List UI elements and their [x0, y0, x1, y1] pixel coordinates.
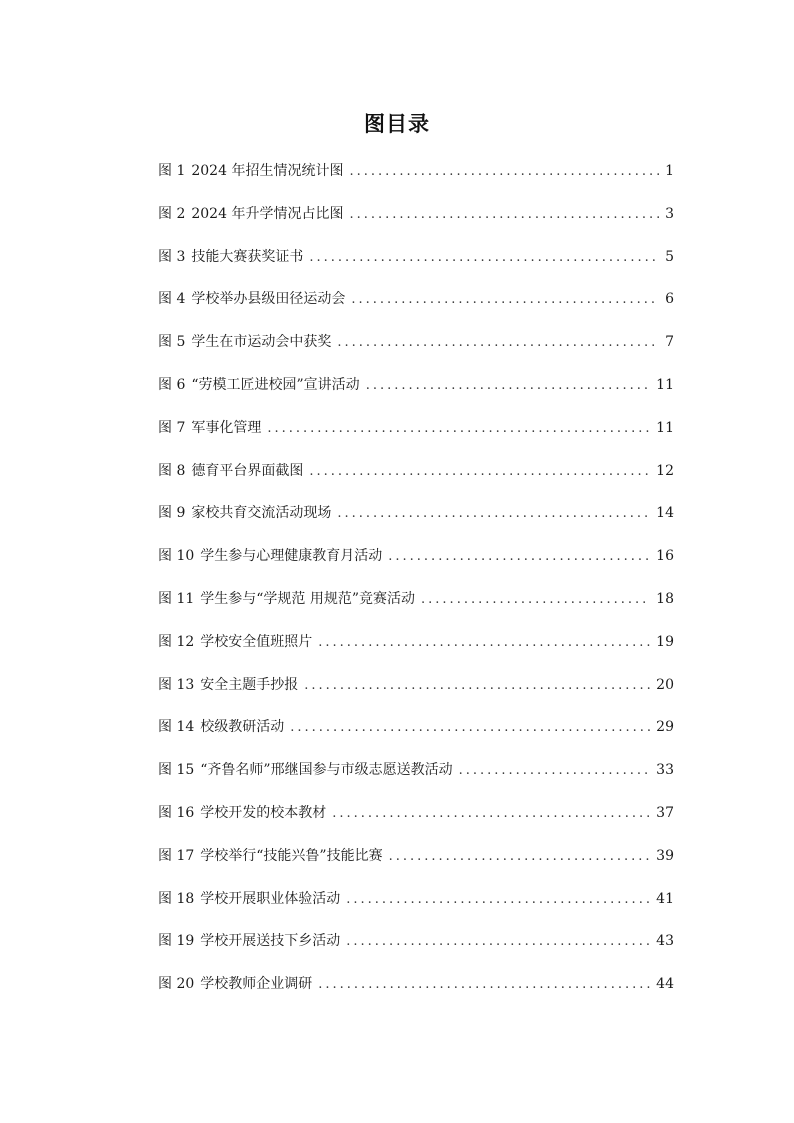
toc-entry[interactable] [158, 241, 674, 284]
figure-caption: 德育平台界面截图 [191, 462, 304, 479]
toc-entry[interactable] [158, 840, 674, 883]
dot-leader [304, 670, 650, 702]
page-number: 14 [656, 505, 674, 522]
figure-label: 图 17 [158, 847, 195, 864]
toc-entry[interactable] [158, 669, 674, 712]
figure-label: 图 9 [158, 505, 186, 522]
toc-entry[interactable] [158, 711, 674, 754]
page-number: 3 [665, 205, 674, 222]
figure-caption: 家校共育交流活动现场 [191, 505, 332, 522]
figure-caption: “齐鲁名师”邢继国参与市级志愿送教活动 [200, 762, 453, 779]
figure-caption: 2024 年招生情况统计图 [191, 163, 344, 179]
toc-entry[interactable] [158, 155, 674, 198]
figure-caption: 学校开展送技下乡活动 [200, 933, 341, 950]
dot-leader [421, 584, 650, 616]
figure-label: 图 8 [158, 462, 186, 479]
dot-leader [290, 712, 650, 744]
page-number: 12 [656, 462, 674, 479]
toc-entry[interactable] [158, 283, 674, 326]
figure-label: 图 2 [158, 205, 186, 222]
toc-entry[interactable] [158, 455, 674, 498]
dot-leader [346, 884, 650, 916]
page-number: 29 [656, 719, 674, 736]
dot-leader [459, 755, 651, 787]
toc-entry[interactable] [158, 883, 674, 926]
figure-label: 图 19 [158, 933, 195, 950]
figure-label: 图 6 [158, 376, 186, 393]
page-number: 39 [656, 847, 674, 864]
page-number: 41 [656, 890, 674, 907]
figure-caption: 学校开展职业体验活动 [200, 890, 341, 907]
figure-label: 图 7 [158, 419, 186, 436]
dot-leader [332, 798, 650, 830]
dot-leader [337, 498, 650, 530]
figure-label: 图 15 [158, 762, 195, 779]
figure-label: 图 11 [158, 590, 195, 607]
figure-toc-list [158, 155, 674, 1011]
figure-caption: 学校举办县级田径运动会 [191, 291, 346, 308]
page-title: 图目录 [364, 112, 430, 136]
page-number: 20 [656, 676, 674, 693]
toc-entry[interactable] [158, 754, 674, 797]
figure-caption: “劳模工匠进校园”宣讲活动 [191, 376, 360, 393]
dot-leader [349, 156, 659, 188]
toc-entry[interactable] [158, 198, 674, 241]
dot-leader [267, 413, 650, 445]
page-number: 18 [656, 590, 674, 607]
dot-leader [318, 627, 650, 659]
toc-entry[interactable] [158, 497, 674, 540]
figure-caption: 学校开发的校本教材 [200, 804, 327, 821]
figure-label: 图 10 [158, 548, 195, 565]
dot-leader [337, 327, 659, 359]
figure-caption: 学生在市运动会中获奖 [191, 334, 332, 351]
page-number: 11 [656, 419, 674, 436]
page-number: 7 [665, 334, 674, 351]
page-number: 19 [656, 633, 674, 650]
figure-label: 图 16 [158, 804, 195, 821]
figure-label: 图 12 [158, 633, 195, 650]
page-number: 1 [665, 163, 674, 179]
figure-label: 图 13 [158, 676, 195, 693]
figure-caption: 学校举行“技能兴鲁”技能比赛 [200, 847, 383, 864]
dot-leader [318, 969, 650, 1001]
figure-caption: 安全主题手抄报 [200, 676, 299, 693]
figure-label: 图 1 [158, 163, 186, 179]
toc-entry[interactable] [158, 326, 674, 369]
toc-entry[interactable] [158, 412, 674, 455]
figure-label: 图 5 [158, 334, 186, 351]
dot-leader [346, 926, 650, 958]
toc-entry[interactable] [158, 925, 674, 968]
figure-label: 图 20 [158, 976, 195, 993]
figure-caption: 学生参与“学规范 用规范”竞赛活动 [200, 590, 416, 607]
toc-entry[interactable] [158, 540, 674, 583]
figure-label: 图 14 [158, 719, 195, 736]
figure-caption: 军事化管理 [191, 419, 262, 436]
page-number: 11 [656, 376, 674, 393]
figure-caption: 学生参与心理健康教育月活动 [200, 548, 383, 565]
figure-caption: 学校安全值班照片 [200, 633, 313, 650]
page-number: 33 [656, 762, 674, 779]
figure-caption: 技能大赛获奖证书 [191, 248, 304, 265]
page-number: 16 [656, 548, 674, 565]
page-number: 43 [656, 933, 674, 950]
dot-leader [351, 284, 659, 316]
page-number: 6 [665, 291, 674, 308]
dot-leader [388, 541, 650, 573]
toc-entry[interactable] [158, 626, 674, 669]
page-number: 44 [656, 976, 674, 993]
figure-caption: 校级教研活动 [200, 719, 285, 736]
figure-caption: 2024 年升学情况占比图 [191, 205, 344, 222]
dot-leader [309, 242, 659, 274]
toc-entry[interactable] [158, 369, 674, 412]
page-number: 37 [656, 804, 674, 821]
figure-label: 图 4 [158, 291, 186, 308]
page-number: 5 [665, 248, 674, 265]
figure-label: 图 3 [158, 248, 186, 265]
dot-leader [366, 370, 650, 402]
toc-entry[interactable] [158, 583, 674, 626]
dot-leader [349, 199, 659, 231]
figure-label: 图 18 [158, 890, 195, 907]
toc-entry[interactable] [158, 968, 674, 1011]
toc-entry[interactable] [158, 797, 674, 840]
dot-leader [309, 456, 650, 488]
dot-leader [389, 841, 651, 873]
figure-caption: 学校教师企业调研 [200, 976, 313, 993]
